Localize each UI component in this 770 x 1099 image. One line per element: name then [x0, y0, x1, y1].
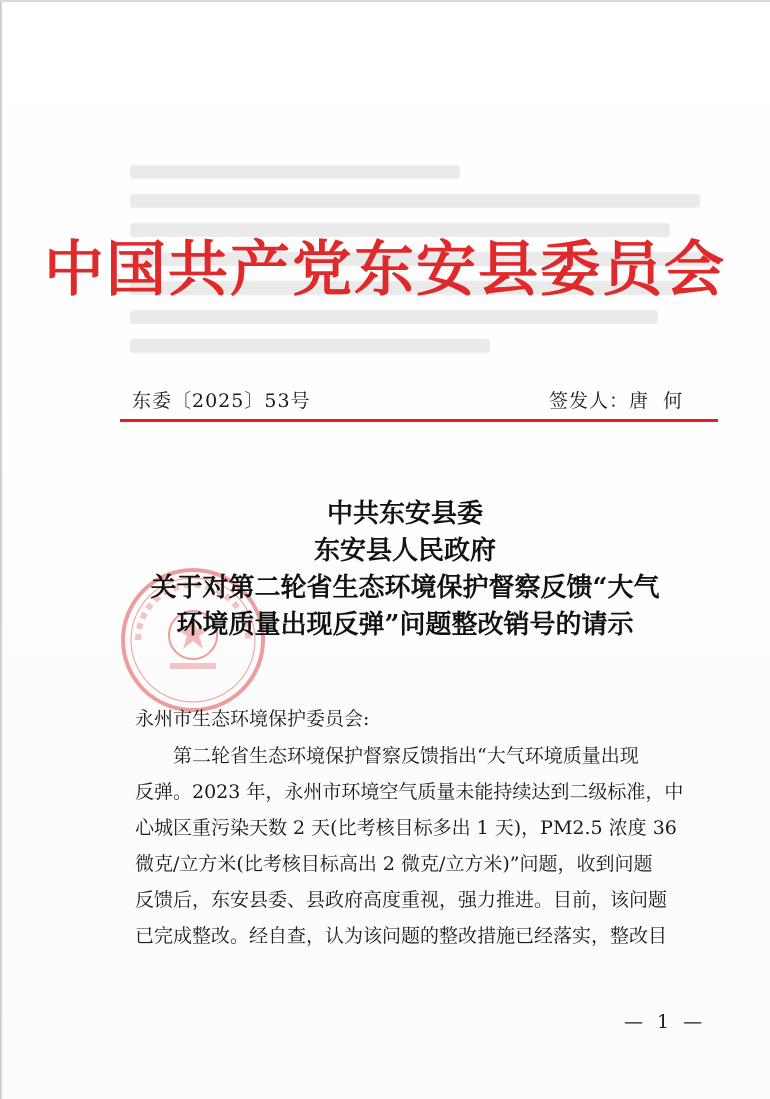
body-line: 微克/立方米(比考核目标高出 2 微克/立方米)”问题，收到问题: [135, 853, 653, 875]
signer: 签发人：唐 何: [549, 390, 684, 412]
document-number: 东委〔2025〕53号: [132, 390, 311, 412]
scan-edge-left: [0, 0, 3, 1099]
title-line: 关于对第二轮省生态环境保护督察反馈“大气: [150, 573, 660, 603]
body-line: 第二轮省生态环境保护督察反馈指出“大气环境质量出现: [173, 745, 639, 767]
body-line: 已完成整改。经自查，认为该问题的整改措施已经落实，整改目: [135, 925, 668, 947]
body-paragraph: [135, 738, 713, 954]
title-line: 中共东安县委: [326, 499, 483, 529]
body-line: 反馈后，东安县委、县政府高度重视，强力推进。目前，该问题: [135, 889, 668, 911]
page-number: — 1 —: [624, 1011, 707, 1033]
scan-edge-top: [0, 0, 770, 2]
title-line: 环境质量出现反弹”问题整改销号的请示: [176, 610, 634, 640]
red-divider-line: [120, 419, 718, 422]
document-title: [100, 496, 710, 644]
addressee: 永州市生态环境保护委员会:: [135, 708, 370, 730]
body-line: 反弹。2023 年，永州市环境空气质量未能持续达到二级标准，中: [135, 781, 684, 803]
body-line: 心城区重污染天数 2 天(比考核目标多出 1 天)，PM2.5 浓度 36: [135, 817, 677, 839]
masthead-title: 中国共产党东安县委员会: [44, 235, 726, 305]
title-line: 东安县人民政府: [313, 536, 496, 566]
